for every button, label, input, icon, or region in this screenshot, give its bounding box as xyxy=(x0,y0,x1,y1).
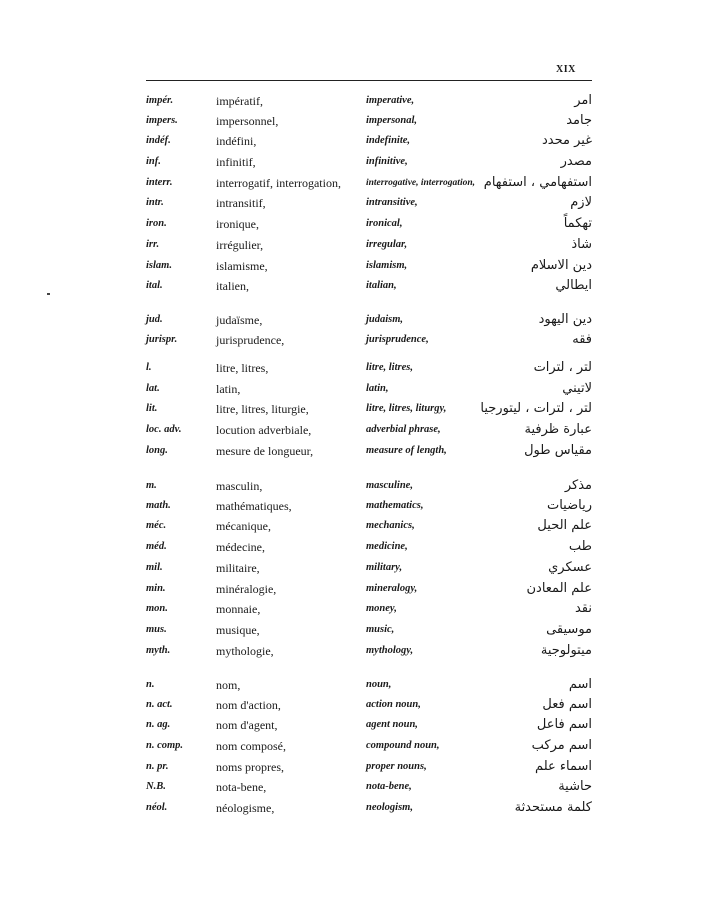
entry-row xyxy=(0,516,714,536)
entry-arabic: لاتيني xyxy=(562,381,592,396)
entry-row xyxy=(0,641,714,661)
entry-abbreviation: n. pr. xyxy=(146,761,169,772)
entry-french: nom d'action, xyxy=(216,698,281,712)
entry-arabic: لتر ، لترات ، ليتورجيا xyxy=(480,401,592,416)
entry-english: nota-bene, xyxy=(366,781,412,792)
entry-english: noun, xyxy=(366,679,392,690)
entry-french: néologisme, xyxy=(216,801,275,815)
entry-english: infinitive, xyxy=(366,156,408,167)
entry-english: mineralogy, xyxy=(366,583,418,594)
entry-abbreviation: iron. xyxy=(146,218,167,229)
entry-french: litre, litres, liturgie, xyxy=(216,402,309,416)
entry-arabic: اسم xyxy=(568,677,592,692)
entry-english: mythology, xyxy=(366,645,414,656)
entry-row xyxy=(0,695,714,715)
entry-abbreviation: lat. xyxy=(146,383,160,394)
entry-row xyxy=(0,193,714,213)
entry-abbreviation: n. ag. xyxy=(146,719,171,730)
entry-english: litre, litres, liturgy, xyxy=(366,403,447,414)
entry-english: interrogative, interrogation, xyxy=(366,178,475,188)
entry-abbreviation: inf. xyxy=(146,156,161,167)
entry-row xyxy=(0,798,714,818)
entry-french: nom, xyxy=(216,678,241,692)
entry-arabic: شاذ xyxy=(571,237,592,252)
entry-french: locution adverbiale, xyxy=(216,423,312,437)
entry-abbreviation: néol. xyxy=(146,802,168,813)
entry-english: jurisprudence, xyxy=(366,334,429,345)
entry-english: music, xyxy=(366,624,395,635)
entry-abbreviation: myth. xyxy=(146,645,171,656)
entry-row xyxy=(0,131,714,151)
entry-row xyxy=(0,330,714,350)
entry-arabic: اسم فاعل xyxy=(536,717,592,732)
entry-english: masculine, xyxy=(366,480,413,491)
entry-arabic: لازم xyxy=(570,195,592,210)
entry-arabic: استفهامي ، استفهام xyxy=(483,175,592,190)
entry-row xyxy=(0,715,714,735)
entry-abbreviation: irr. xyxy=(146,239,160,250)
entry-french: infinitif, xyxy=(216,155,256,169)
entry-abbreviation: math. xyxy=(146,500,171,511)
entry-english: intransitive, xyxy=(366,197,418,208)
entry-french: militaire, xyxy=(216,561,260,575)
header-rule xyxy=(146,80,592,81)
entry-arabic: اسم فعل xyxy=(542,697,592,712)
entry-english: imperative, xyxy=(366,95,415,106)
entry-row xyxy=(0,111,714,131)
entry-row xyxy=(0,214,714,234)
entry-row xyxy=(0,235,714,255)
entry-arabic: مصدر xyxy=(560,154,592,169)
entry-row xyxy=(0,537,714,557)
entry-row xyxy=(0,310,714,330)
entry-english: adverbial phrase, xyxy=(366,424,441,435)
entry-english: litre, litres, xyxy=(366,362,413,373)
entry-abbreviation: intr. xyxy=(146,197,164,208)
entry-french: noms propres, xyxy=(216,760,284,774)
entry-abbreviation: jurispr. xyxy=(146,334,178,345)
entry-english: medicine, xyxy=(366,541,408,552)
entry-french: musique, xyxy=(216,623,260,637)
entry-french: jurisprudence, xyxy=(216,333,285,347)
entry-french: nom composé, xyxy=(216,739,286,753)
entry-french: médecine, xyxy=(216,540,265,554)
entry-french: judaïsme, xyxy=(216,313,263,327)
entry-french: interrogatif, interrogation, xyxy=(216,176,341,190)
entry-arabic: ايطالي xyxy=(555,278,592,293)
entry-arabic: نقد xyxy=(574,601,592,616)
entry-french: litre, litres, xyxy=(216,361,269,375)
entry-row xyxy=(0,599,714,619)
entry-row xyxy=(0,152,714,172)
entry-abbreviation: n. act. xyxy=(146,699,173,710)
entry-english: measure of length, xyxy=(366,445,447,456)
entry-english: mechanics, xyxy=(366,520,415,531)
entry-arabic: مقياس طول xyxy=(524,443,592,458)
entry-french: irrégulier, xyxy=(216,238,264,252)
entry-abbreviation: N.B. xyxy=(146,781,166,792)
entry-row xyxy=(0,620,714,640)
entry-english: compound noun, xyxy=(366,740,440,751)
entry-abbreviation: n. comp. xyxy=(146,740,184,751)
entry-french: latin, xyxy=(216,382,241,396)
entry-arabic: دين اليهود xyxy=(538,312,592,327)
entry-row xyxy=(0,399,714,419)
entry-abbreviation: méd. xyxy=(146,541,167,552)
entry-french: mathématiques, xyxy=(216,499,292,513)
entry-arabic: امر xyxy=(574,93,592,108)
entry-row xyxy=(0,496,714,516)
entry-french: monnaie, xyxy=(216,602,261,616)
entry-english: impersonal, xyxy=(366,115,418,126)
entry-english: money, xyxy=(366,603,397,614)
entry-abbreviation: impers. xyxy=(146,115,178,126)
entry-row xyxy=(0,379,714,399)
entry-arabic: حاشية xyxy=(558,779,592,794)
entry-english: proper nouns, xyxy=(366,761,427,772)
entry-row xyxy=(0,358,714,378)
entry-french: islamisme, xyxy=(216,259,268,273)
entry-arabic: لتر ، لترات xyxy=(533,360,592,375)
entry-abbreviation: n. xyxy=(146,679,155,690)
entry-arabic: تهكماً xyxy=(563,216,592,231)
entry-arabic: موسيقى xyxy=(546,622,592,637)
entry-abbreviation: l. xyxy=(146,362,152,373)
entry-row xyxy=(0,777,714,797)
entry-english: ironical, xyxy=(366,218,403,229)
entry-arabic: كلمة مستحدثة xyxy=(514,800,592,815)
entry-row xyxy=(0,675,714,695)
entry-arabic: علم الحيل xyxy=(537,518,592,533)
entry-abbreviation: mus. xyxy=(146,624,167,635)
entry-arabic: ميتولوجية xyxy=(540,643,592,658)
entry-abbreviation: impér. xyxy=(146,95,174,106)
entry-english: agent noun, xyxy=(366,719,418,730)
entry-arabic: طب xyxy=(568,539,592,554)
entry-row xyxy=(0,757,714,777)
entry-french: indéfini, xyxy=(216,134,257,148)
entry-french: impersonnel, xyxy=(216,114,279,128)
entry-english: italian, xyxy=(366,280,397,291)
entry-abbreviation: mil. xyxy=(146,562,163,573)
entry-english: mathematics, xyxy=(366,500,424,511)
entry-arabic: اسماء علم xyxy=(535,759,592,774)
entry-row xyxy=(0,558,714,578)
entry-french: mécanique, xyxy=(216,519,271,533)
entry-english: islamism, xyxy=(366,260,408,271)
entry-arabic: مذكر xyxy=(564,478,592,493)
entry-arabic: علم المعادن xyxy=(526,581,592,596)
entry-abbreviation: m. xyxy=(146,480,157,491)
entry-row xyxy=(0,736,714,756)
entry-row xyxy=(0,441,714,461)
entry-abbreviation: interr. xyxy=(146,177,173,188)
entry-english: indefinite, xyxy=(366,135,411,146)
entry-row xyxy=(0,173,714,193)
entry-abbreviation: indéf. xyxy=(146,135,171,146)
page-number: XIX xyxy=(556,64,576,75)
entry-arabic: غير محدد xyxy=(542,133,592,148)
entry-english: latin, xyxy=(366,383,389,394)
entry-arabic: عبارة ظرفية xyxy=(524,422,592,437)
entry-english: irregular, xyxy=(366,239,408,250)
entry-arabic: فقه xyxy=(572,332,592,347)
entry-french: italien, xyxy=(216,279,249,293)
entry-abbreviation: loc. adv. xyxy=(146,424,182,435)
entry-french: impératif, xyxy=(216,94,263,108)
entry-arabic: دين الاسلام xyxy=(530,258,592,273)
entry-abbreviation: islam. xyxy=(146,260,172,271)
entry-french: minéralogie, xyxy=(216,582,277,596)
entry-arabic: عسكري xyxy=(548,560,592,575)
entry-french: masculin, xyxy=(216,479,263,493)
entry-row xyxy=(0,276,714,296)
entry-arabic: رياضيات xyxy=(546,498,592,513)
entry-row xyxy=(0,256,714,276)
entry-abbreviation: mon. xyxy=(146,603,168,614)
entry-row xyxy=(0,420,714,440)
entry-french: mesure de longueur, xyxy=(216,444,314,458)
entry-abbreviation: jud. xyxy=(146,314,163,325)
entry-french: ironique, xyxy=(216,217,259,231)
entry-english: judaism, xyxy=(366,314,404,325)
entry-abbreviation: min. xyxy=(146,583,166,594)
entry-english: action noun, xyxy=(366,699,421,710)
entry-abbreviation: ital. xyxy=(146,280,163,291)
entry-french: intransitif, xyxy=(216,196,266,210)
entry-arabic: اسم مركب xyxy=(531,738,592,753)
entry-abbreviation: méc. xyxy=(146,520,167,531)
entry-row xyxy=(0,91,714,111)
entry-english: neologism, xyxy=(366,802,413,813)
entry-french: nom d'agent, xyxy=(216,718,278,732)
entry-abbreviation: lit. xyxy=(146,403,158,414)
entry-english: military, xyxy=(366,562,403,573)
entry-arabic: جامد xyxy=(566,113,592,128)
entry-french: nota-bene, xyxy=(216,780,267,794)
entry-french: mythologie, xyxy=(216,644,274,658)
entry-abbreviation: long. xyxy=(146,445,168,456)
entry-row xyxy=(0,579,714,599)
entry-row xyxy=(0,476,714,496)
